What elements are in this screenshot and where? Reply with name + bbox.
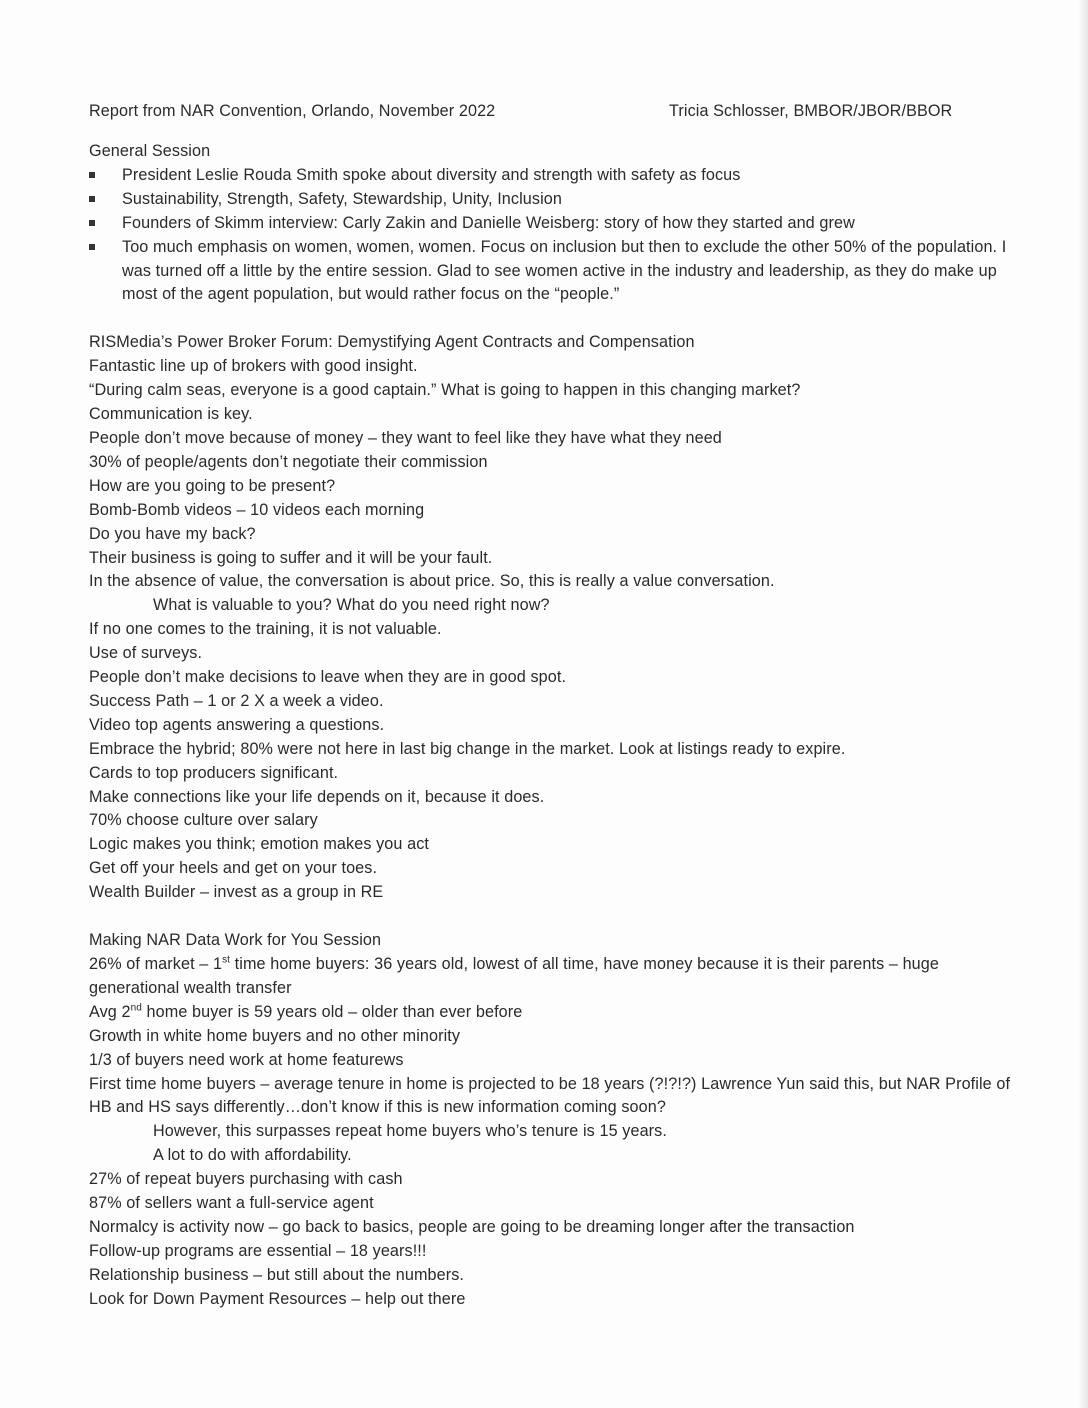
- note-line: How are you going to be present?: [89, 476, 336, 495]
- bullet-icon: [89, 244, 95, 250]
- note-line-indented: However, this surpasses repeat home buyers who’s tenure is 15 years.: [153, 1122, 667, 1141]
- power-broker-notes: [89, 355, 1019, 905]
- bullet-item: Sustainability, Strength, Safety, Stewardship, Unity, Inclusion: [89, 188, 1019, 212]
- note-line: Normalcy is activity now – go back to basics, people are going to be dreaming longer after the transaction: [89, 1217, 855, 1236]
- section-title-power-broker: RISMedia’s Power Broker Forum: Demystifying Agent Contracts and Compensation: [89, 333, 695, 352]
- bullet-icon: [89, 220, 95, 226]
- note-line: Look for Down Payment Resources – help out there: [89, 1289, 466, 1308]
- bullet-icon: [89, 172, 95, 178]
- note-line: Growth in white home buyers and no other minority: [89, 1026, 461, 1045]
- note-line: 70% choose culture over salary: [89, 811, 318, 830]
- document-body: [89, 100, 1019, 1312]
- general-session-bullets: [89, 164, 1019, 307]
- note-line: Make connections like your life depends on it, because it does.: [89, 787, 545, 806]
- bullet-item: President Leslie Rouda Smith spoke about diversity and strength with safety as focus: [89, 164, 1019, 188]
- note-line: Avg 2nd home buyer is 59 years old – older than ever before: [89, 1002, 523, 1021]
- nar-data-notes: [89, 953, 1019, 1312]
- bullet-icon: [89, 196, 95, 202]
- note-line: “During calm seas, everyone is a good captain.” What is going to happen in this changing market?: [89, 381, 801, 400]
- note-line: Video top agents answering a questions.: [89, 715, 385, 734]
- note-line: Success Path – 1 or 2 X a week a video.: [89, 691, 384, 710]
- note-line: Bomb-Bomb videos – 10 videos each morning: [89, 500, 425, 519]
- bullet-item: Too much emphasis on women, women, women. Focus on inclusion but then to exclude the other 50% of the population. I was turned off a little by the entire session. Glad to see women active in the industry and leadership, as they do make up most of the agent population, but would rather focus on the “people.”: [89, 236, 1019, 308]
- note-line: Relationship business – but still about the numbers.: [89, 1265, 465, 1284]
- note-line: 26% of market – 1st time home buyers: 36 years old, lowest of all time, have money because it is their parents – huge generational wealth transfer: [89, 954, 939, 997]
- section-title-nar-data: Making NAR Data Work for You Session: [89, 931, 382, 950]
- scan-edge-shadow: [1078, 0, 1088, 1408]
- note-line: Follow-up programs are essential – 18 years!!!: [89, 1241, 427, 1260]
- note-line: 1/3 of buyers need work at home featurews: [89, 1050, 404, 1069]
- report-title: Report from NAR Convention, Orlando, November 2022: [89, 102, 496, 120]
- note-line: Their business is going to suffer and it will be your fault.: [89, 548, 493, 567]
- note-line: 87% of sellers want a full-service agent: [89, 1194, 374, 1213]
- note-line: Communication is key.: [89, 405, 253, 424]
- note-line: 27% of repeat buyers purchasing with cash: [89, 1170, 403, 1189]
- note-line: Embrace the hybrid; 80% were not here in last big change in the market. Look at listings ready to expire.: [89, 739, 846, 758]
- report-author: Tricia Schlosser, BMBOR/JBOR/BBOR: [669, 102, 953, 120]
- note-line: 30% of people/agents don’t negotiate their commission: [89, 452, 488, 471]
- note-line: Get off your heels and get on your toes.: [89, 859, 378, 878]
- note-line: First time home buyers – average tenure in home is projected to be 18 years (?!?!?) Lawrence Yun said this, but NAR Profile of HB and HS says differently…don’t know if this is new information coming soon?: [89, 1074, 1011, 1117]
- note-line: Fantastic line up of brokers with good insight.: [89, 357, 418, 376]
- note-line: Cards to top producers significant.: [89, 763, 339, 782]
- bullet-item: Founders of Skimm interview: Carly Zakin and Danielle Weisberg: story of how they started and grew: [89, 212, 1019, 236]
- note-line: If no one comes to the training, it is not valuable.: [89, 620, 442, 639]
- note-line: Do you have my back?: [89, 524, 256, 543]
- report-header: [89, 100, 1019, 124]
- note-line: In the absence of value, the conversation is about price. So, this is really a value conversation.: [89, 572, 775, 591]
- note-line: People don’t make decisions to leave when they are in good spot.: [89, 668, 567, 687]
- section-title-general-session: General Session: [89, 142, 211, 160]
- note-line: Wealth Builder – invest as a group in RE: [89, 883, 384, 902]
- note-line: People don’t move because of money – they want to feel like they have what they need: [89, 428, 722, 447]
- note-line-indented: A lot to do with affordability.: [153, 1146, 352, 1165]
- note-line: Use of surveys.: [89, 644, 203, 663]
- note-line-indented: What is valuable to you? What do you need right now?: [153, 596, 550, 615]
- note-line: Logic makes you think; emotion makes you act: [89, 835, 430, 854]
